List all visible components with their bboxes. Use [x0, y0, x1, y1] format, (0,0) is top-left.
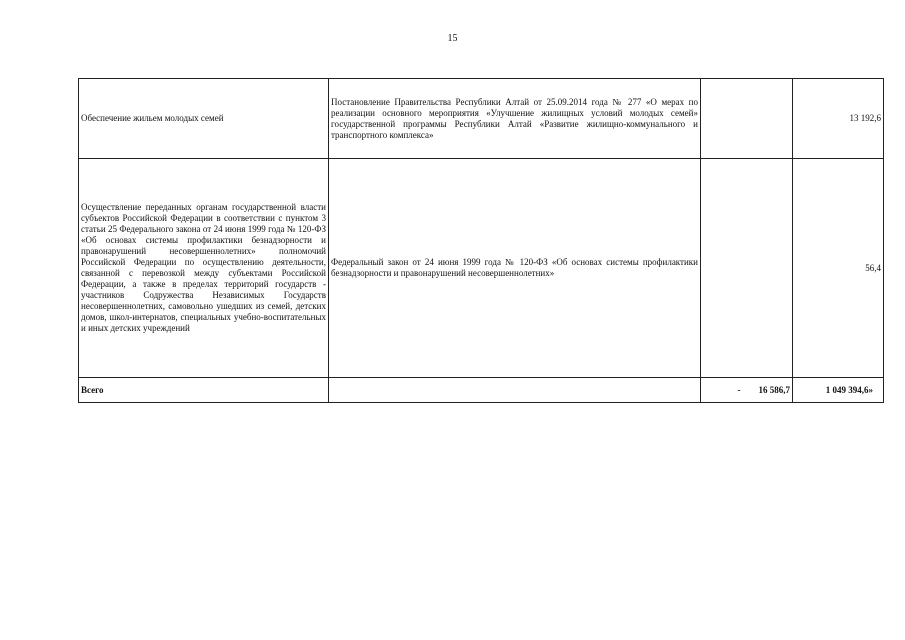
- total-change-cell: [701, 378, 793, 403]
- row-change-cell: [701, 159, 793, 378]
- total-dash: -: [737, 384, 741, 395]
- row-amount-cell: 13 192,6: [793, 79, 884, 159]
- row-amount-cell: 56,4: [793, 159, 884, 378]
- row-basis-cell: Федеральный закон от 24 июня 1999 года № 120-ФЗ «Об основах системы профилактики безнадзорности и правонарушений несовершеннолетних»: [329, 159, 701, 378]
- table-row: [79, 79, 884, 159]
- total-label-cell: Всего: [79, 378, 329, 403]
- row-name-cell: Обеспечение жильем молодых семей: [79, 79, 329, 159]
- page-number: 15: [447, 33, 458, 44]
- total-row: [79, 378, 884, 403]
- row-change-cell: [701, 79, 793, 159]
- total-amount-cell: 1 049 394,6»: [793, 378, 884, 403]
- total-change-value: 16 586,7: [758, 384, 790, 395]
- budget-table: [78, 78, 884, 403]
- row-basis-cell: Постановление Правительства Республики Алтай от 25.09.2014 года № 277 «О мерах по реализации основного мероприятия «Улучшение жилищных условий молодых семей» государственной программы Республики Алтай «Развитие жилищно-коммунального и транспортного комплекса»: [329, 79, 701, 159]
- row-name-cell: Осуществление переданных органам государственной власти субъектов Российской Федерации в соответствии с пунктом 3 статьи 25 Федерального закона от 24 июня 1999 года № 120-ФЗ «Об основах системы профилактики безнадзорности и правонарушений несовершеннолетних» полномочий Российской Федерации по осуществлению деятельности, связанной с перевозкой между субъектами Российской Федерации, а также в пределах территорий государств - участников Содружества Независимых Государств несовершеннолетних, самовольно ушедших из семей, детских домов, школ-интернатов, специальных учебно-воспитательных и иных детских учреждений: [79, 159, 329, 378]
- total-basis-cell: [329, 378, 701, 403]
- table-row: [79, 159, 884, 378]
